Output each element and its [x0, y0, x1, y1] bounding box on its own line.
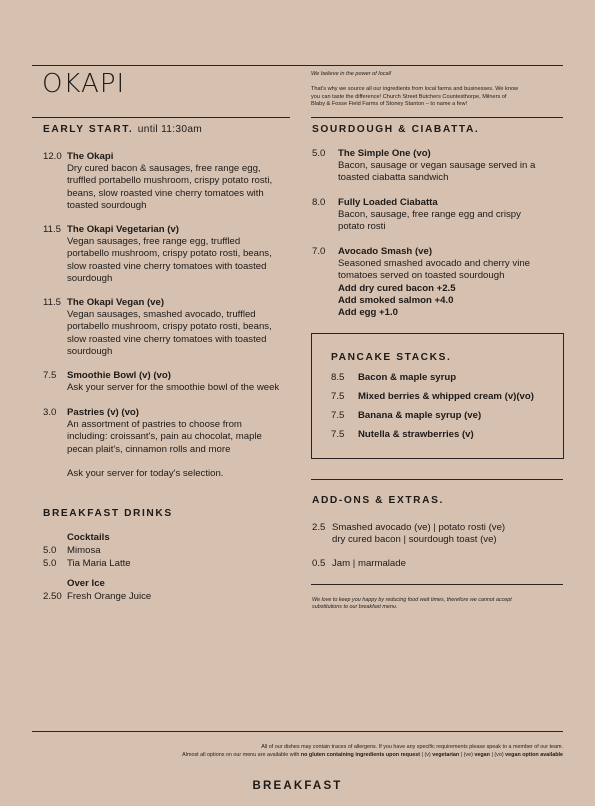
intro-line: That's why we source all our ingredients from local farms and businesses. We know: [311, 86, 519, 93]
item-desc-line: Bacon, sausage or vegan sausage served in a: [338, 160, 536, 172]
top-rule: [32, 65, 563, 66]
menu-title: BREAKFAST: [252, 780, 343, 792]
item-desc-line: including: croissant's, pain au chocolat, maple: [67, 431, 262, 443]
addons-bottom-rule: [311, 584, 563, 585]
allergen-info: [32, 743, 563, 759]
item-price: 11.5: [43, 297, 61, 308]
options-line: [32, 751, 563, 759]
addon-price: 2.5: [312, 522, 326, 533]
footer-rule: [32, 731, 563, 732]
item-desc-line: Bacon, sausage, free range egg and crispy: [338, 209, 521, 221]
item-extra: Add dry cured bacon +2.5: [338, 282, 456, 294]
item-desc-line: portabello mushroom, crispy potato rosti, beans,: [67, 248, 272, 260]
addon-line: Jam | marmalade: [332, 558, 406, 569]
item-price: 7.0: [312, 246, 326, 257]
addons-heading: ADD-ONS & EXTRAS.: [312, 495, 444, 506]
addon-line: Smashed avocado (ve) | potato rosti (ve): [332, 522, 506, 533]
addon-line: dry cured bacon | sourdough toast (ve): [332, 534, 497, 545]
item-desc-line: slow roasted vine cherry tomatoes with toasted: [67, 260, 267, 272]
pancake-price: 8.5: [331, 372, 345, 383]
item-extra: Add smoked salmon +4.0: [338, 294, 454, 306]
substitution-note: [312, 597, 564, 612]
vegan-option-label: vegan option available: [505, 752, 563, 758]
options-bold: no gluten containing ingredients upon request: [300, 752, 421, 758]
drink-name: Fresh Orange Juice: [67, 591, 152, 602]
item-desc-line: tomatoes served on toasted sourdough: [338, 270, 505, 282]
drink-price: 2.50: [43, 591, 62, 602]
intro-line: Blaby & Fosse Field Farms of Stoney Stanton – to name a few!: [311, 101, 468, 108]
item-name: Avocado Smash (ve): [338, 246, 433, 257]
early-start-time: until 11:30am: [137, 124, 203, 135]
drink-price: 5.0: [43, 558, 57, 569]
item-price: 5.0: [312, 148, 326, 159]
item-name: Fully Loaded Ciabatta: [338, 197, 438, 208]
item-desc-line: Vegan sausages, free range egg, truffled: [67, 236, 241, 248]
item-name: The Okapi Vegan (ve): [67, 297, 165, 308]
item-name: Smoothie Bowl (v) (vo): [67, 370, 171, 381]
sep: | (ve): [459, 752, 475, 758]
addons-top-rule: [311, 479, 563, 480]
item-price: 8.0: [312, 197, 326, 208]
item-name: The Simple One (vo): [338, 148, 431, 159]
item-desc-line: slow roasted vine cherry tomatoes with toasted: [67, 333, 267, 345]
left-header-rule: [32, 117, 290, 118]
brand-logo: OKAPI: [42, 69, 126, 99]
item-price: 3.0: [43, 407, 57, 418]
note-line: We love to keep you happy by reducing food wait times, therefore we cannot accept: [312, 597, 512, 603]
item-price: 12.0: [43, 151, 62, 162]
pancake-name: Nutella & strawberries (v): [358, 429, 474, 440]
drink-name: Tia Maria Latte: [67, 558, 131, 569]
sep: | (vo): [489, 752, 506, 758]
item-desc-line: Dry cured bacon & sausages, free range egg,: [67, 163, 261, 175]
intro-tagline: We believe in the power of local!: [311, 71, 392, 77]
options-prefix: Almost all options on our menu are available with: [182, 752, 301, 758]
breakfast-drinks-heading: BREAKFAST DRINKS: [43, 508, 173, 519]
item-price: 11.5: [43, 224, 61, 235]
pancake-name: Banana & maple syrup (ve): [358, 410, 482, 421]
intro-line: you can taste the difference! Church Street Butchers Countesthorpe, Milners of: [311, 93, 507, 100]
item-name: The Okapi Vegetarian (v): [67, 224, 179, 235]
item-price: 7.5: [43, 370, 57, 381]
item-desc-line: Vegan sausages, smashed avocado, truffled: [67, 309, 256, 321]
pancake-heading: PANCAKE STACKS.: [331, 352, 452, 363]
cocktails-label-text: Cocktails: [67, 532, 110, 543]
drink-price: 5.0: [43, 545, 57, 556]
allergen-line: All of our dishes may contain traces of allergens. If you have any specific requirements please speak to a member of our team.: [261, 744, 563, 750]
item-desc-line: pecan plait's, cinnamon rolls and more: [67, 443, 231, 455]
addon-price: 0.5: [312, 558, 326, 569]
item-desc-line: Seasoned smashed avocado and cherry vine: [338, 258, 530, 270]
pancake-box-top: [312, 333, 563, 334]
note-line: substitutions to our breakfast menu.: [312, 604, 398, 611]
item-desc-line: Ask your server for the smoothie bowl of the week: [67, 382, 280, 394]
pancake-price: 7.5: [331, 410, 345, 421]
pastries-note: Ask your server for today's selection.: [67, 467, 224, 479]
early-start-heading: [43, 124, 202, 135]
pancake-price: 7.5: [331, 391, 345, 402]
item-name: Pastries (v) (vo): [67, 407, 139, 418]
item-extra: Add egg +1.0: [338, 307, 398, 319]
pancake-name: Bacon & maple syrup: [358, 372, 457, 383]
sourdough-heading: SOURDOUGH & CIABATTA.: [312, 124, 480, 135]
over-ice-label-text: Over Ice: [67, 578, 105, 589]
item-desc-line: sourdough: [67, 272, 113, 284]
item-desc-line: portabello mushroom, crispy potato rosti, beans,: [67, 321, 272, 333]
early-start-title: EARLY START.: [43, 124, 134, 135]
vegetarian-label: vegetarian: [432, 752, 460, 758]
item-desc-line: toasted ciabatta sandwich: [338, 172, 449, 184]
item-desc-line: An assortment of pastries to choose from: [67, 419, 242, 431]
pancake-price: 7.5: [331, 429, 345, 440]
vegan-label: vegan: [474, 752, 490, 758]
intro-text: [311, 71, 563, 109]
sep: | (v): [420, 752, 433, 758]
right-header-rule: [311, 117, 563, 118]
drink-name: Mimosa: [67, 545, 101, 556]
item-desc-line: beans, slow roasted vine cherry tomatoes with: [67, 187, 264, 199]
item-desc-line: potato rosti: [338, 221, 386, 233]
item-desc-line: sourdough: [67, 345, 113, 357]
item-desc-line: truffled portabello mushroom, crispy potato rosti,: [67, 175, 273, 187]
item-name: The Okapi: [67, 151, 114, 162]
pancake-name: Mixed berries & whipped cream (v)(vo): [358, 391, 534, 402]
item-desc-line: toasted sourdough: [67, 199, 147, 211]
